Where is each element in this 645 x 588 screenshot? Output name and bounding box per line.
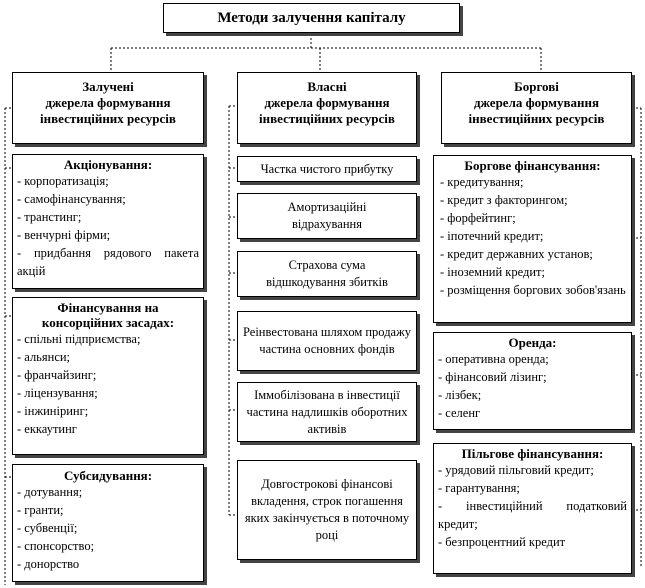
own-source-net-profit	[237, 156, 417, 182]
group-lease	[433, 332, 632, 430]
list-item: - інжиніринг;	[17, 404, 89, 418]
list-item: - фінансовий лізинг;	[438, 370, 547, 384]
list-item: - кредит державних установ;	[440, 247, 593, 261]
header-debt-sources	[441, 72, 632, 144]
list-item: - іпотечний кредит;	[440, 229, 544, 243]
list-item: - альянси;	[17, 350, 71, 364]
header-line: джерела формування	[264, 95, 390, 110]
group-heading: Субсидування:	[63, 468, 153, 483]
list-item: - дотування;	[17, 485, 83, 499]
list-item: - корпоратизація;	[17, 174, 109, 188]
header-own-sources	[237, 72, 417, 144]
list-item: - ліцензування;	[17, 386, 98, 400]
group-preferential-financing	[433, 443, 632, 574]
group-heading: Фінансування на консорційних засадах:	[41, 300, 175, 330]
own-source-insurance	[237, 251, 417, 297]
list-item: - еккаутинг	[17, 422, 77, 436]
list-item: - спільні підприємства;	[17, 332, 141, 346]
box-text: Амортизаційні відрахування	[287, 200, 367, 231]
header-attracted-sources	[12, 72, 204, 144]
list-item: - субвенції;	[17, 521, 78, 535]
list-item: - кредит з факторингом;	[440, 193, 568, 207]
list-item: - придбання рядового пакета акцій	[17, 246, 199, 278]
list-item: - франчайзинг;	[17, 368, 97, 382]
list-item: - транстинг;	[17, 210, 82, 224]
header-line: джерела формування	[473, 95, 600, 110]
box-text: Частка чистого прибутку	[260, 161, 394, 176]
list-item: - донорство	[17, 557, 80, 571]
list-item: - селенг	[438, 406, 481, 420]
group-subsidies	[12, 464, 204, 582]
box-text: Реінвестована шляхом продажу частина основних фондів	[243, 325, 411, 356]
own-source-depreciation	[237, 193, 417, 239]
list-item: - спонсорство;	[17, 539, 95, 553]
group-debt-financing	[433, 155, 632, 323]
list-item: - самофінансування;	[17, 192, 126, 206]
own-source-immobilized-assets	[237, 382, 417, 442]
group-heading: Акціонування:	[63, 157, 153, 172]
header-line: інвестиційних ресурсів	[468, 111, 605, 126]
list-item: - гранти;	[17, 503, 64, 517]
header-line: інвестиційних ресурсів	[259, 111, 395, 126]
own-source-long-term-investments	[237, 460, 417, 560]
list-item: - венчурні фірми;	[17, 228, 111, 242]
list-item: - кредитування;	[440, 175, 524, 189]
header-line: Боргові	[514, 79, 559, 94]
group-heading: Пільгове фінансування:	[461, 446, 604, 461]
group-heading: Боргове фінансування:	[464, 158, 601, 173]
header-line: Залучені	[82, 79, 134, 94]
list-item: - інвестиційний податковий кредит;	[438, 499, 627, 531]
header-line: джерела формування	[45, 95, 171, 110]
header-line: інвестиційних ресурсів	[40, 111, 176, 126]
list-item: - іноземний кредит;	[440, 265, 545, 279]
box-text: Довгострокові фінансові вкладення, строк погашення яких закінчується в поточному році	[244, 477, 410, 542]
list-item: - оперативна оренда;	[438, 352, 549, 366]
group-heading: Оренда:	[508, 335, 557, 350]
header-line: Власні	[307, 79, 347, 94]
group-shareholding	[12, 154, 204, 289]
list-item: - безпроцентний кредит	[438, 535, 566, 549]
box-text: Іммобілізована в інвестиції частина надлишків оборотних активів	[246, 387, 408, 436]
list-item: - форфейтинг;	[440, 211, 516, 225]
box-text: Страхова сума відшкодування збитків	[266, 258, 388, 289]
own-source-reinvested-assets	[237, 311, 417, 371]
list-item: - гарантування;	[438, 481, 520, 495]
group-consortium-financing	[12, 297, 204, 455]
list-item: - розміщення боргових зобов'язань	[440, 283, 626, 297]
diagram-title: Методи залучення капіталу	[163, 3, 460, 33]
list-item: - урядовий пільговий кредит;	[438, 463, 594, 477]
list-item: - лізбек;	[438, 388, 482, 402]
